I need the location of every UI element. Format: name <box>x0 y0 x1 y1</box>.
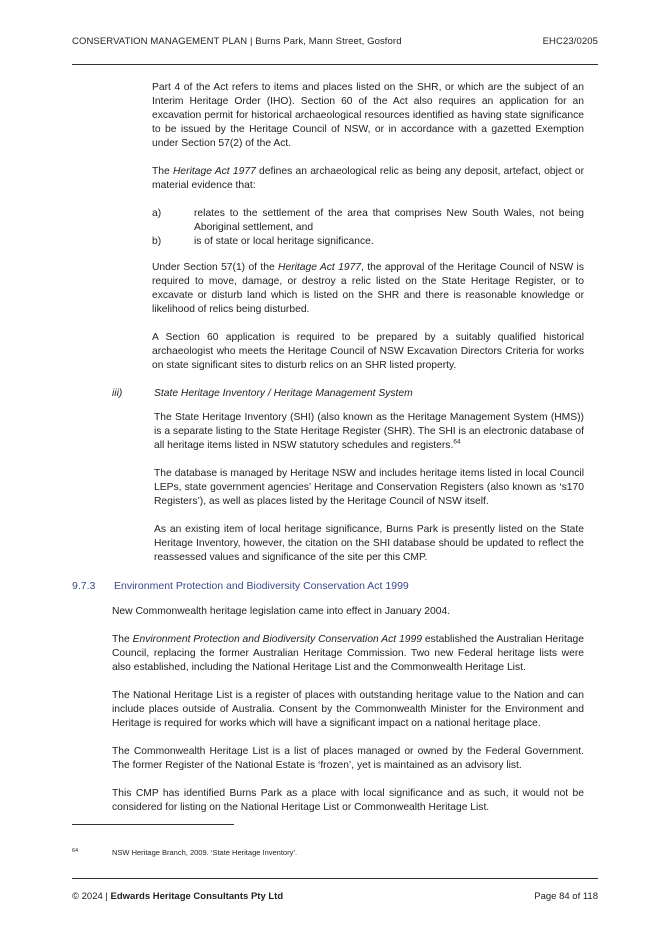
paragraph: The National Heritage List is a register of places with outstanding heritage value to the Nation and can include places outside of Australia. Consent by the Commonwealth Minister for the Environment and Heritage is required for works which will have a significant impact on a national heritage place. <box>112 690 584 729</box>
list-item-text: is of state or local heritage significance. <box>194 236 374 247</box>
subsection-heading <box>112 387 584 401</box>
list-item <box>152 235 584 249</box>
paragraph: New Commonwealth heritage legislation came into effect in January 2004. <box>112 606 451 617</box>
relic-criteria-list <box>152 207 584 249</box>
section-number: 9.7.3 <box>72 580 96 592</box>
paragraph: This CMP has identified Burns Park as a place with local significance and as such, it would not be considered for listing on the National Heritage List or Commonwealth Heritage List. <box>112 788 584 813</box>
page-body <box>72 81 584 829</box>
paragraph: Under Section 57(1) of the Heritage Act 1977, the approval of the Heritage Council of NSW is required to move, damage, or destroy a relic listed on the State Heritage Register, or to excavate or disturb land which is listed on the SHR and there is reasonable knowledge or likelihood of relics being disturbed. <box>152 262 584 315</box>
header-divider <box>72 64 598 65</box>
paragraph: The State Heritage Inventory (SHI) (also known as the Heritage Management System (HMS)) is a separate listing to the State Heritage Register (SHR). The SHI is an electronic database of all heritage items listed in NSW statutory schedules and registers.$^{64}$ <box>154 412 584 451</box>
subsection-number: iii) <box>112 388 123 399</box>
section-heading <box>72 579 584 593</box>
list-marker: a) <box>152 208 162 219</box>
paragraph: The Commonwealth Heritage List is a list of places managed or owned by the Federal Government. The former Register of the National Estate is ‘frozen’, yet is maintained as an advisory list. <box>112 746 584 771</box>
paragraph: The database is managed by Heritage NSW and includes heritage items listed in local Council LEPs, state government agencies’ Heritage and Conservation Registers (also known as ‘s170 Registers’), as well as places listed by the Heritage Council of NSW itself. <box>154 468 584 507</box>
section-title: Environment Protection and Biodiversity Conservation Act 1999 <box>114 580 409 592</box>
footer-copyright: © 2024 | Edwards Heritage Consultants Pty Ltd <box>72 891 284 902</box>
page-number: Page 84 of 118 <box>534 891 598 902</box>
footnote-number: 64 <box>72 848 79 854</box>
company-name: Edwards Heritage Consultants Pty Ltd <box>110 891 284 902</box>
subsection-title: State Heritage Inventory / Heritage Management System <box>154 388 413 399</box>
header-title: CONSERVATION MANAGEMENT PLAN | Burns Park, Mann Street, Gosford <box>72 36 402 47</box>
paragraph: A Section 60 application is required to be prepared by a suitably qualified historical archaeologist who meets the Heritage Council of NSW Excavation Directors Criteria for works on state significant sites to disturb relics on an SHR listed property. <box>152 332 584 371</box>
paragraph: As an existing item of local heritage significance, Burns Park is presently listed on the State Heritage Inventory, however, the citation on the SHI database should be updated to reflect the reassessed values and significance of the site per this CMP. <box>154 524 584 563</box>
footnote-text: NSW Heritage Branch, 2009. ‘State Heritage Inventory’. <box>112 848 298 857</box>
list-item-text: relates to the settlement of the area that comprises New South Wales, not being Aboriginal settlement, and <box>194 208 584 233</box>
footnote-ref[interactable]: 64 <box>453 438 461 446</box>
header-ref: EHC23/0205 <box>542 36 598 47</box>
list-marker: b) <box>152 236 162 247</box>
footnote <box>72 848 297 857</box>
paragraph: Part 4 of the Act refers to items and places listed on the SHR, or which are the subject of an Interim Heritage Order (IHO). Section 60 of the Act also requires an application for an excavation permit for historical archaeological resources identified as having state significance to be issued by the Heritage Council of NSW, or in accordance with a gazetted Exemption under Section 57(2) of the Act. <box>152 82 584 149</box>
list-item <box>152 207 584 235</box>
footnote-divider <box>72 824 234 825</box>
paragraph: The Environment Protection and Biodiversity Conservation Act 1999 established the Australian Heritage Council, replacing the former Australian Heritage Commission. Two new Federal heritage lists were also established, including the National Heritage List and the Commonwealth Heritage List. <box>112 634 584 673</box>
paragraph: The Heritage Act 1977 defines an archaeological relic as being any deposit, artefact, object or material evidence that: <box>152 166 584 191</box>
footer-divider <box>72 878 598 879</box>
